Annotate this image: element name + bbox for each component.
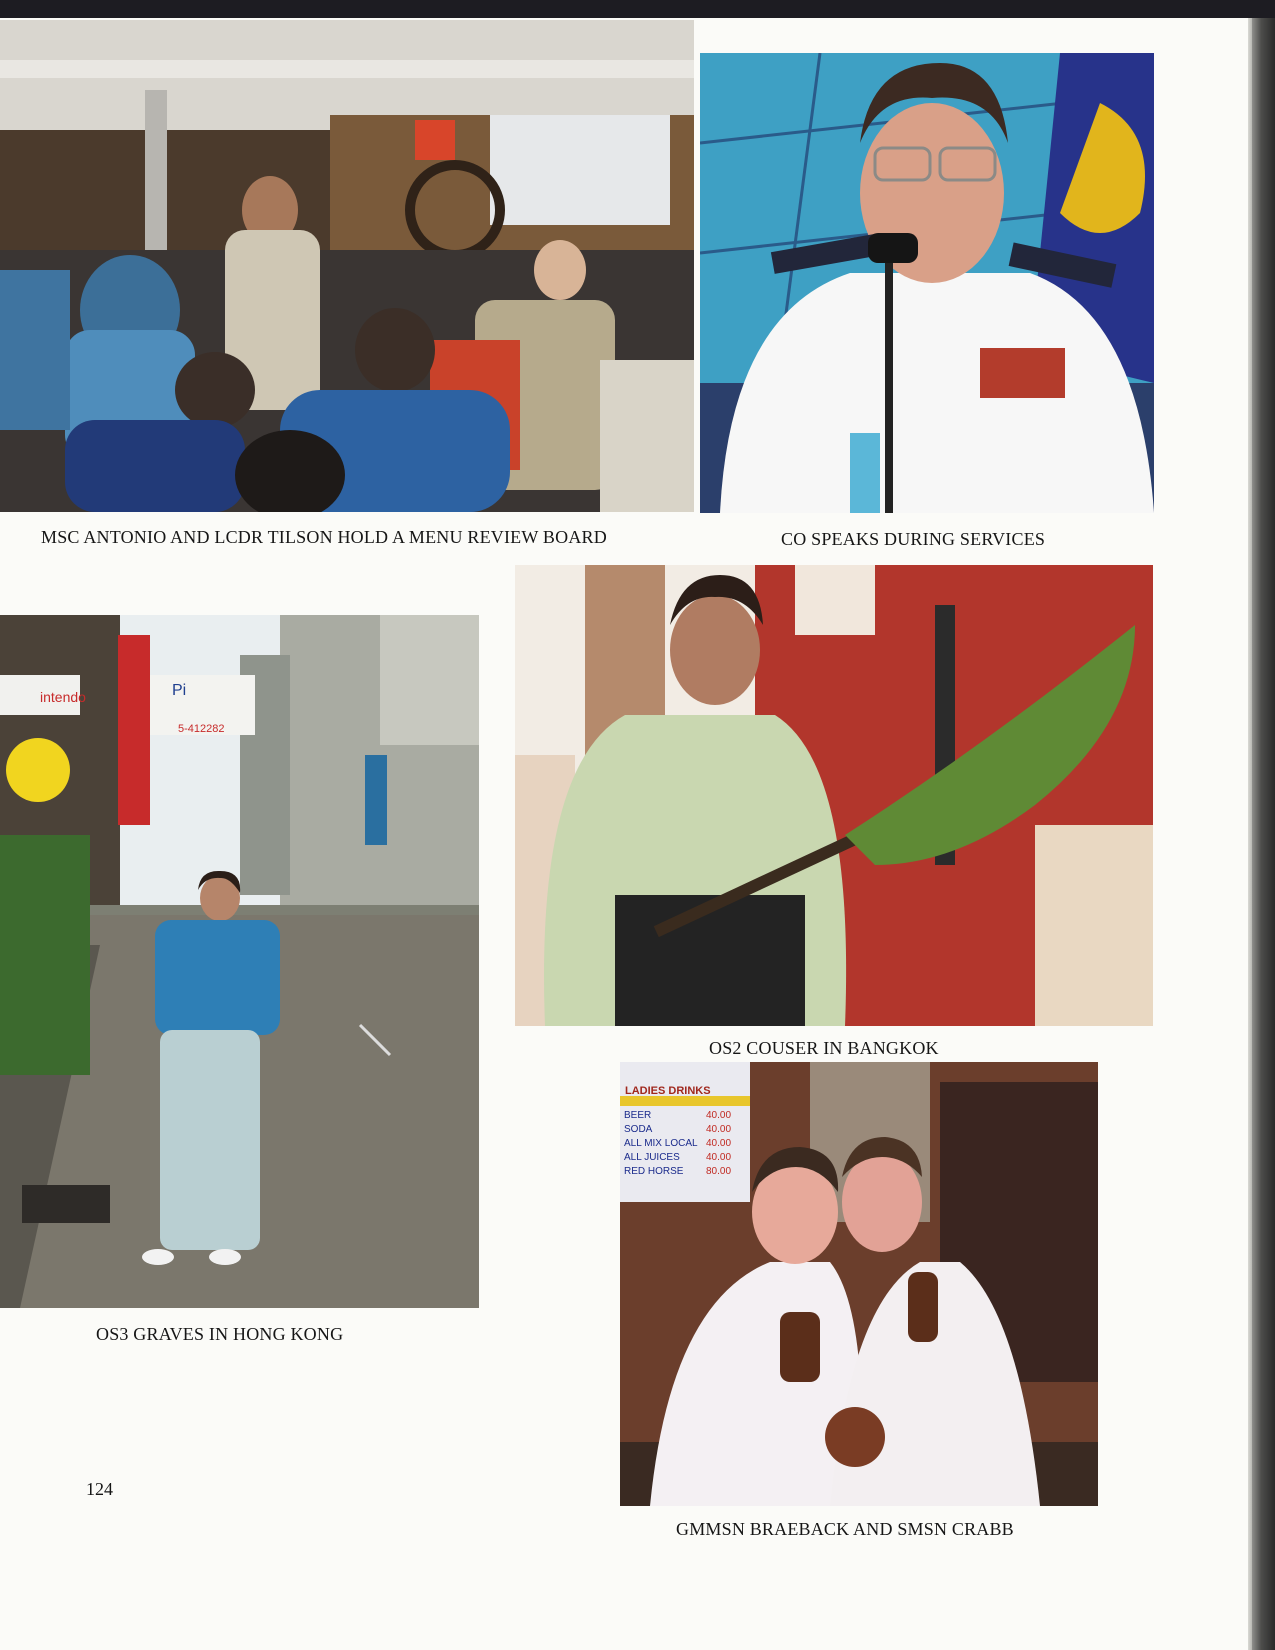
menu-board-item-2: SODA	[624, 1124, 653, 1135]
menu-board-item-5: RED HORSE	[624, 1166, 684, 1177]
pi-sign-text: Pi	[172, 682, 187, 699]
bar-scene	[620, 1062, 1098, 1506]
menu-board-item-4: ALL JUICES	[624, 1152, 680, 1163]
nintendo-sign-text: intendo	[40, 689, 86, 705]
menu-board-item-1: BEER	[624, 1110, 652, 1121]
photo-co-speaks	[700, 53, 1154, 513]
menu-board-title: LADIES DRINKS	[625, 1085, 711, 1097]
caption-menu-review-board: MSC ANTONIO AND LCDR TILSON HOLD A MENU REVIEW BOARD	[41, 527, 607, 547]
caption-hong-kong: OS3 GRAVES IN HONG KONG	[96, 1324, 344, 1344]
photo-hong-kong	[0, 615, 479, 1308]
phone-sign-text: 5-412282	[178, 723, 225, 735]
photo-bar	[620, 1062, 1098, 1506]
menu-board-price-1: 40.00	[706, 1110, 732, 1121]
hong-kong-scene	[0, 615, 479, 1308]
co-speaks-scene	[700, 53, 1154, 513]
menu-board-price-3: 40.00	[706, 1138, 732, 1149]
menu-review-scene	[0, 20, 694, 512]
page-number: 124	[86, 1479, 113, 1499]
caption-bar: GMMSN BRAEBACK AND SMSN CRABB	[676, 1519, 1014, 1539]
photo-bangkok	[515, 565, 1153, 1026]
caption-co-speaks: CO SPEAKS DURING SERVICES	[781, 529, 1046, 549]
menu-board-price-2: 40.00	[706, 1124, 732, 1135]
menu-board-price-4: 40.00	[706, 1152, 732, 1163]
caption-bangkok: OS2 COUSER IN BANGKOK	[709, 1038, 939, 1058]
menu-board-price-5: 80.00	[706, 1166, 732, 1177]
menu-board-item-3: ALL MIX LOCAL	[624, 1138, 698, 1149]
photo-menu-review-board	[0, 20, 694, 512]
bangkok-scene	[515, 565, 1153, 1026]
book-spine	[1252, 18, 1275, 1650]
